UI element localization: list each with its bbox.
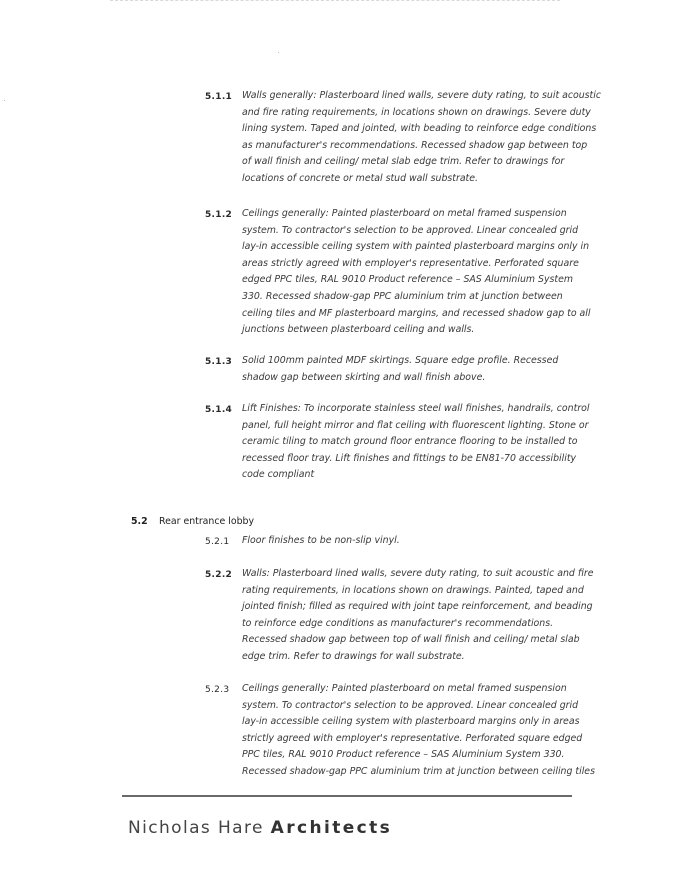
clause-line: PPC tiles, RAL 9010 Product reference – SAS Aluminium System 330. [242, 749, 565, 761]
clause-line: and fire rating requirements, in locations shown on drawings. Severe duty [242, 106, 591, 118]
clause-line: Walls: Plasterboard lined walls, severe duty rating, to suit acoustic and fire [242, 568, 594, 579]
clause-line: Floor finishes to be non-slip vinyl. [242, 535, 400, 546]
clause-number: 5.1.4 [205, 405, 233, 415]
clause-line: areas strictly agreed with employer's representative. Perforated square [242, 257, 579, 269]
clause-line: edged PPC tiles, RAL 9010 Product reference – SAS Aluminium System [242, 274, 573, 286]
clause-line: code compliant [242, 469, 315, 481]
clause-body [242, 533, 557, 550]
clause-line: Ceilings generally: Painted plasterboard on metal framed suspension [242, 683, 567, 694]
clause-line: edge trim. Refer to drawings for wall substrate. [242, 650, 465, 662]
clause-line: jointed finish; filled as required with joint tape reinforcement, and beading [242, 601, 593, 613]
clause-line: as manufacturer's recommendations. Recessed shadow gap between top [242, 139, 588, 151]
firm-suffix: Architects [270, 818, 393, 838]
clause-body [242, 566, 594, 666]
clause-line: rating requirements, in locations shown on drawings. Painted, taped and [242, 584, 584, 596]
clause-line: shadow gap between skirting and wall finish above. [242, 371, 486, 383]
footer-rule [122, 795, 572, 797]
clause-line: lay-in accessible ceiling system with painted plasterboard margins only in [242, 241, 590, 253]
clause-line: Lift Finishes: To incorporate stainless steel wall finishes, handrails, control [242, 403, 590, 414]
clause-line: system. To contractor's selection to be approved. Linear concealed grid [242, 699, 579, 711]
clause-line: Ceilings generally: Painted plasterboard on metal framed suspension [242, 208, 567, 219]
clause-line: recessed floor tray. Lift finishes and fittings to be EN81-70 accessibility [242, 452, 577, 464]
clause-body [242, 401, 590, 484]
clause-line: 330. Recessed shadow-gap PPC aluminium trim at junction between [242, 290, 563, 302]
clause-line: system. To contractor's selection to be approved. Linear concealed grid [242, 224, 579, 236]
clause-number: 5.1.1 [205, 92, 233, 102]
clause-number: 5.2.2 [205, 570, 233, 580]
clause-line: Recessed shadow-gap PPC aluminium trim at junction between ceiling tiles [242, 765, 595, 777]
clause-line: junctions between plasterboard ceiling and walls. [242, 324, 475, 336]
top-edge-rule [110, 0, 560, 2]
clause-line: locations of concrete or metal stud wall substrate. [242, 172, 478, 184]
firm-name: Nicholas Hare [128, 818, 264, 838]
clause-line: panel, full height mirror and flat ceiling with fluorescent lighting. Stone or [242, 419, 589, 431]
firm-logo [128, 818, 392, 838]
clause-line: to reinforce edge conditions as manufacturer's recommendations. [242, 617, 554, 629]
section-title: Rear entrance lobby [159, 516, 255, 527]
clause-line: strictly agreed with employer's representative. Perforated square edged [242, 732, 583, 744]
clause-line: ceiling tiles and MF plasterboard margins, and recessed shadow gap to all [242, 307, 591, 319]
clause-line: ceramic tiling to match ground floor entrance flooring to be installed to [242, 436, 578, 448]
clause-line: Recessed shadow gap between top of wall finish and ceiling/ metal slab [242, 634, 580, 646]
clause-body [242, 353, 557, 386]
clause-body [242, 681, 595, 781]
clause-line: Solid 100mm painted MDF skirtings. Square edge profile. Recessed [242, 355, 559, 366]
clause-line: Walls generally: Plasterboard lined walls, severe duty rating, to suit acoustic [242, 90, 601, 101]
clause-line: of wall finish and ceiling/ metal slab edge trim. Refer to drawings for [242, 156, 565, 168]
scan-speck [4, 100, 5, 101]
clause-number: 5.1.3 [205, 357, 233, 367]
clause-body [242, 206, 591, 339]
clause-number: 5.1.2 [205, 210, 233, 220]
clause-body [242, 88, 601, 188]
clause-line: lay-in accessible ceiling system with plasterboard margins only in areas [242, 716, 580, 728]
clause-number: 5.2.3 [205, 685, 230, 695]
section-heading [131, 516, 254, 527]
section-number: 5.2 [131, 516, 148, 527]
clause-line: lining system. Taped and jointed, with beading to reinforce edge conditions [242, 123, 597, 135]
scan-speck [278, 52, 279, 53]
clause-number: 5.2.1 [205, 537, 230, 547]
